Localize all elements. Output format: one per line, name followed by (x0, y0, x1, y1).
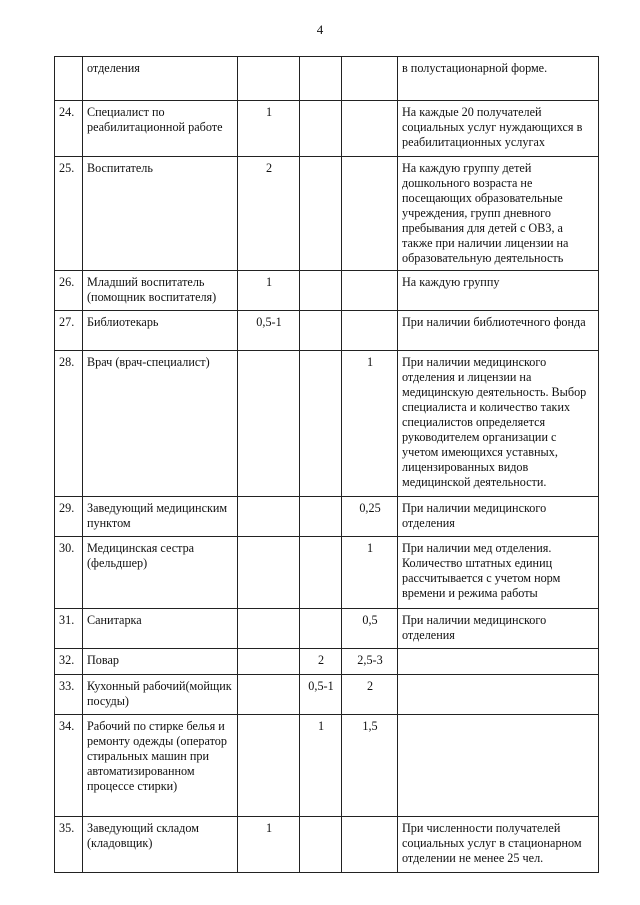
position-name: Врач (врач-специалист) (83, 351, 238, 497)
row-number: 34. (55, 715, 83, 817)
row-number: 33. (55, 675, 83, 715)
staff-count-col1 (238, 649, 300, 675)
position-name: Младший воспитатель (помощник воспитателя) (83, 271, 238, 311)
staff-count-col2 (300, 817, 342, 873)
position-note: При наличии мед отделения. Количество штатных единиц рассчитывается с учетом норм времени и режима работы (398, 537, 599, 609)
staff-count-col1 (238, 609, 300, 649)
staff-count-col3: 0,5 (342, 609, 398, 649)
staff-count-col3: 2 (342, 675, 398, 715)
staff-count-col1: 1 (238, 817, 300, 873)
row-number: 29. (55, 497, 83, 537)
staff-count-col3: 2,5-3 (342, 649, 398, 675)
position-note: На каждую группу детей дошкольного возраста не посещающих образовательные учреждения, групп дневного пребывания для детей с ОВЗ, а также при наличии лицензии на образовательную деятельность (398, 157, 599, 271)
table-row (55, 649, 599, 675)
row-number: 32. (55, 649, 83, 675)
position-note: При наличии медицинского отделения (398, 497, 599, 537)
staffing-table (54, 56, 599, 873)
table-row (55, 537, 599, 609)
staff-count-col2: 0,5-1 (300, 675, 342, 715)
row-number: 28. (55, 351, 83, 497)
position-name: Библиотекарь (83, 311, 238, 351)
staff-count-col2 (300, 311, 342, 351)
row-number: 25. (55, 157, 83, 271)
staff-count-col3 (342, 57, 398, 101)
staff-count-col2 (300, 271, 342, 311)
staff-count-col1 (238, 537, 300, 609)
staff-count-col2 (300, 157, 342, 271)
staff-count-col2 (300, 351, 342, 497)
position-note: На каждую группу (398, 271, 599, 311)
staff-count-col3 (342, 157, 398, 271)
staff-count-col3: 0,25 (342, 497, 398, 537)
row-number: 35. (55, 817, 83, 873)
staff-count-col1: 1 (238, 271, 300, 311)
staff-count-col2 (300, 101, 342, 157)
staff-count-col2 (300, 537, 342, 609)
table-row (55, 57, 599, 101)
table-row (55, 817, 599, 873)
position-note (398, 675, 599, 715)
position-name: отделения (83, 57, 238, 101)
staff-count-col1 (238, 57, 300, 101)
position-name: Заведующий складом (кладовщик) (83, 817, 238, 873)
position-name: Специалист по реабилитационной работе (83, 101, 238, 157)
row-number (55, 57, 83, 101)
row-number: 30. (55, 537, 83, 609)
staff-count-col2 (300, 609, 342, 649)
row-number: 31. (55, 609, 83, 649)
table-row (55, 715, 599, 817)
table-row (55, 609, 599, 649)
staff-count-col2 (300, 57, 342, 101)
position-note (398, 715, 599, 817)
page-number: 4 (316, 22, 324, 37)
position-name: Кухонный рабочий(мойщик посуды) (83, 675, 238, 715)
row-number: 26. (55, 271, 83, 311)
staff-count-col3: 1 (342, 351, 398, 497)
staff-count-col1 (238, 497, 300, 537)
staff-count-col1: 2 (238, 157, 300, 271)
staff-count-col1 (238, 675, 300, 715)
staff-count-col1 (238, 715, 300, 817)
table-row (55, 271, 599, 311)
staff-count-col1 (238, 351, 300, 497)
position-name: Рабочий по стирке белья и ремонту одежды (оператор стиральных машин при автоматизированном процессе стирки) (83, 715, 238, 817)
position-note (398, 649, 599, 675)
position-note: При наличии медицинского отделения и лицензии на медицинскую деятельность. Выбор специалиста и количество таких специалистов определяется руководителем организации с учетом имеющихся уставных, лицензированных видов медицинской деятельности. (398, 351, 599, 497)
position-name: Воспитатель (83, 157, 238, 271)
table-row (55, 497, 599, 537)
position-name: Заведующий медицинским пунктом (83, 497, 238, 537)
position-note: в полустационарной форме. (398, 57, 599, 101)
table-row (55, 675, 599, 715)
table-row (55, 351, 599, 497)
position-name: Санитарка (83, 609, 238, 649)
table-row (55, 157, 599, 271)
staff-count-col1: 0,5-1 (238, 311, 300, 351)
position-note: При наличии библиотечного фонда (398, 311, 599, 351)
staff-count-col3: 1 (342, 537, 398, 609)
staff-count-col3 (342, 311, 398, 351)
staff-count-col3 (342, 101, 398, 157)
staff-count-col2: 1 (300, 715, 342, 817)
position-name: Повар (83, 649, 238, 675)
staff-count-col3 (342, 271, 398, 311)
position-note: При численности получателей социальных услуг в стационарном отделении не менее 25 чел. (398, 817, 599, 873)
row-number: 24. (55, 101, 83, 157)
staff-count-col3 (342, 817, 398, 873)
table-row (55, 101, 599, 157)
position-note: При наличии медицинского отделения (398, 609, 599, 649)
table-row (55, 311, 599, 351)
row-number: 27. (55, 311, 83, 351)
staff-count-col2: 2 (300, 649, 342, 675)
position-note: На каждые 20 получателей социальных услуг нуждающихся в реабилитационных услугах (398, 101, 599, 157)
staff-count-col1: 1 (238, 101, 300, 157)
staff-count-col2 (300, 497, 342, 537)
position-name: Медицинская сестра (фельдшер) (83, 537, 238, 609)
staff-count-col3: 1,5 (342, 715, 398, 817)
